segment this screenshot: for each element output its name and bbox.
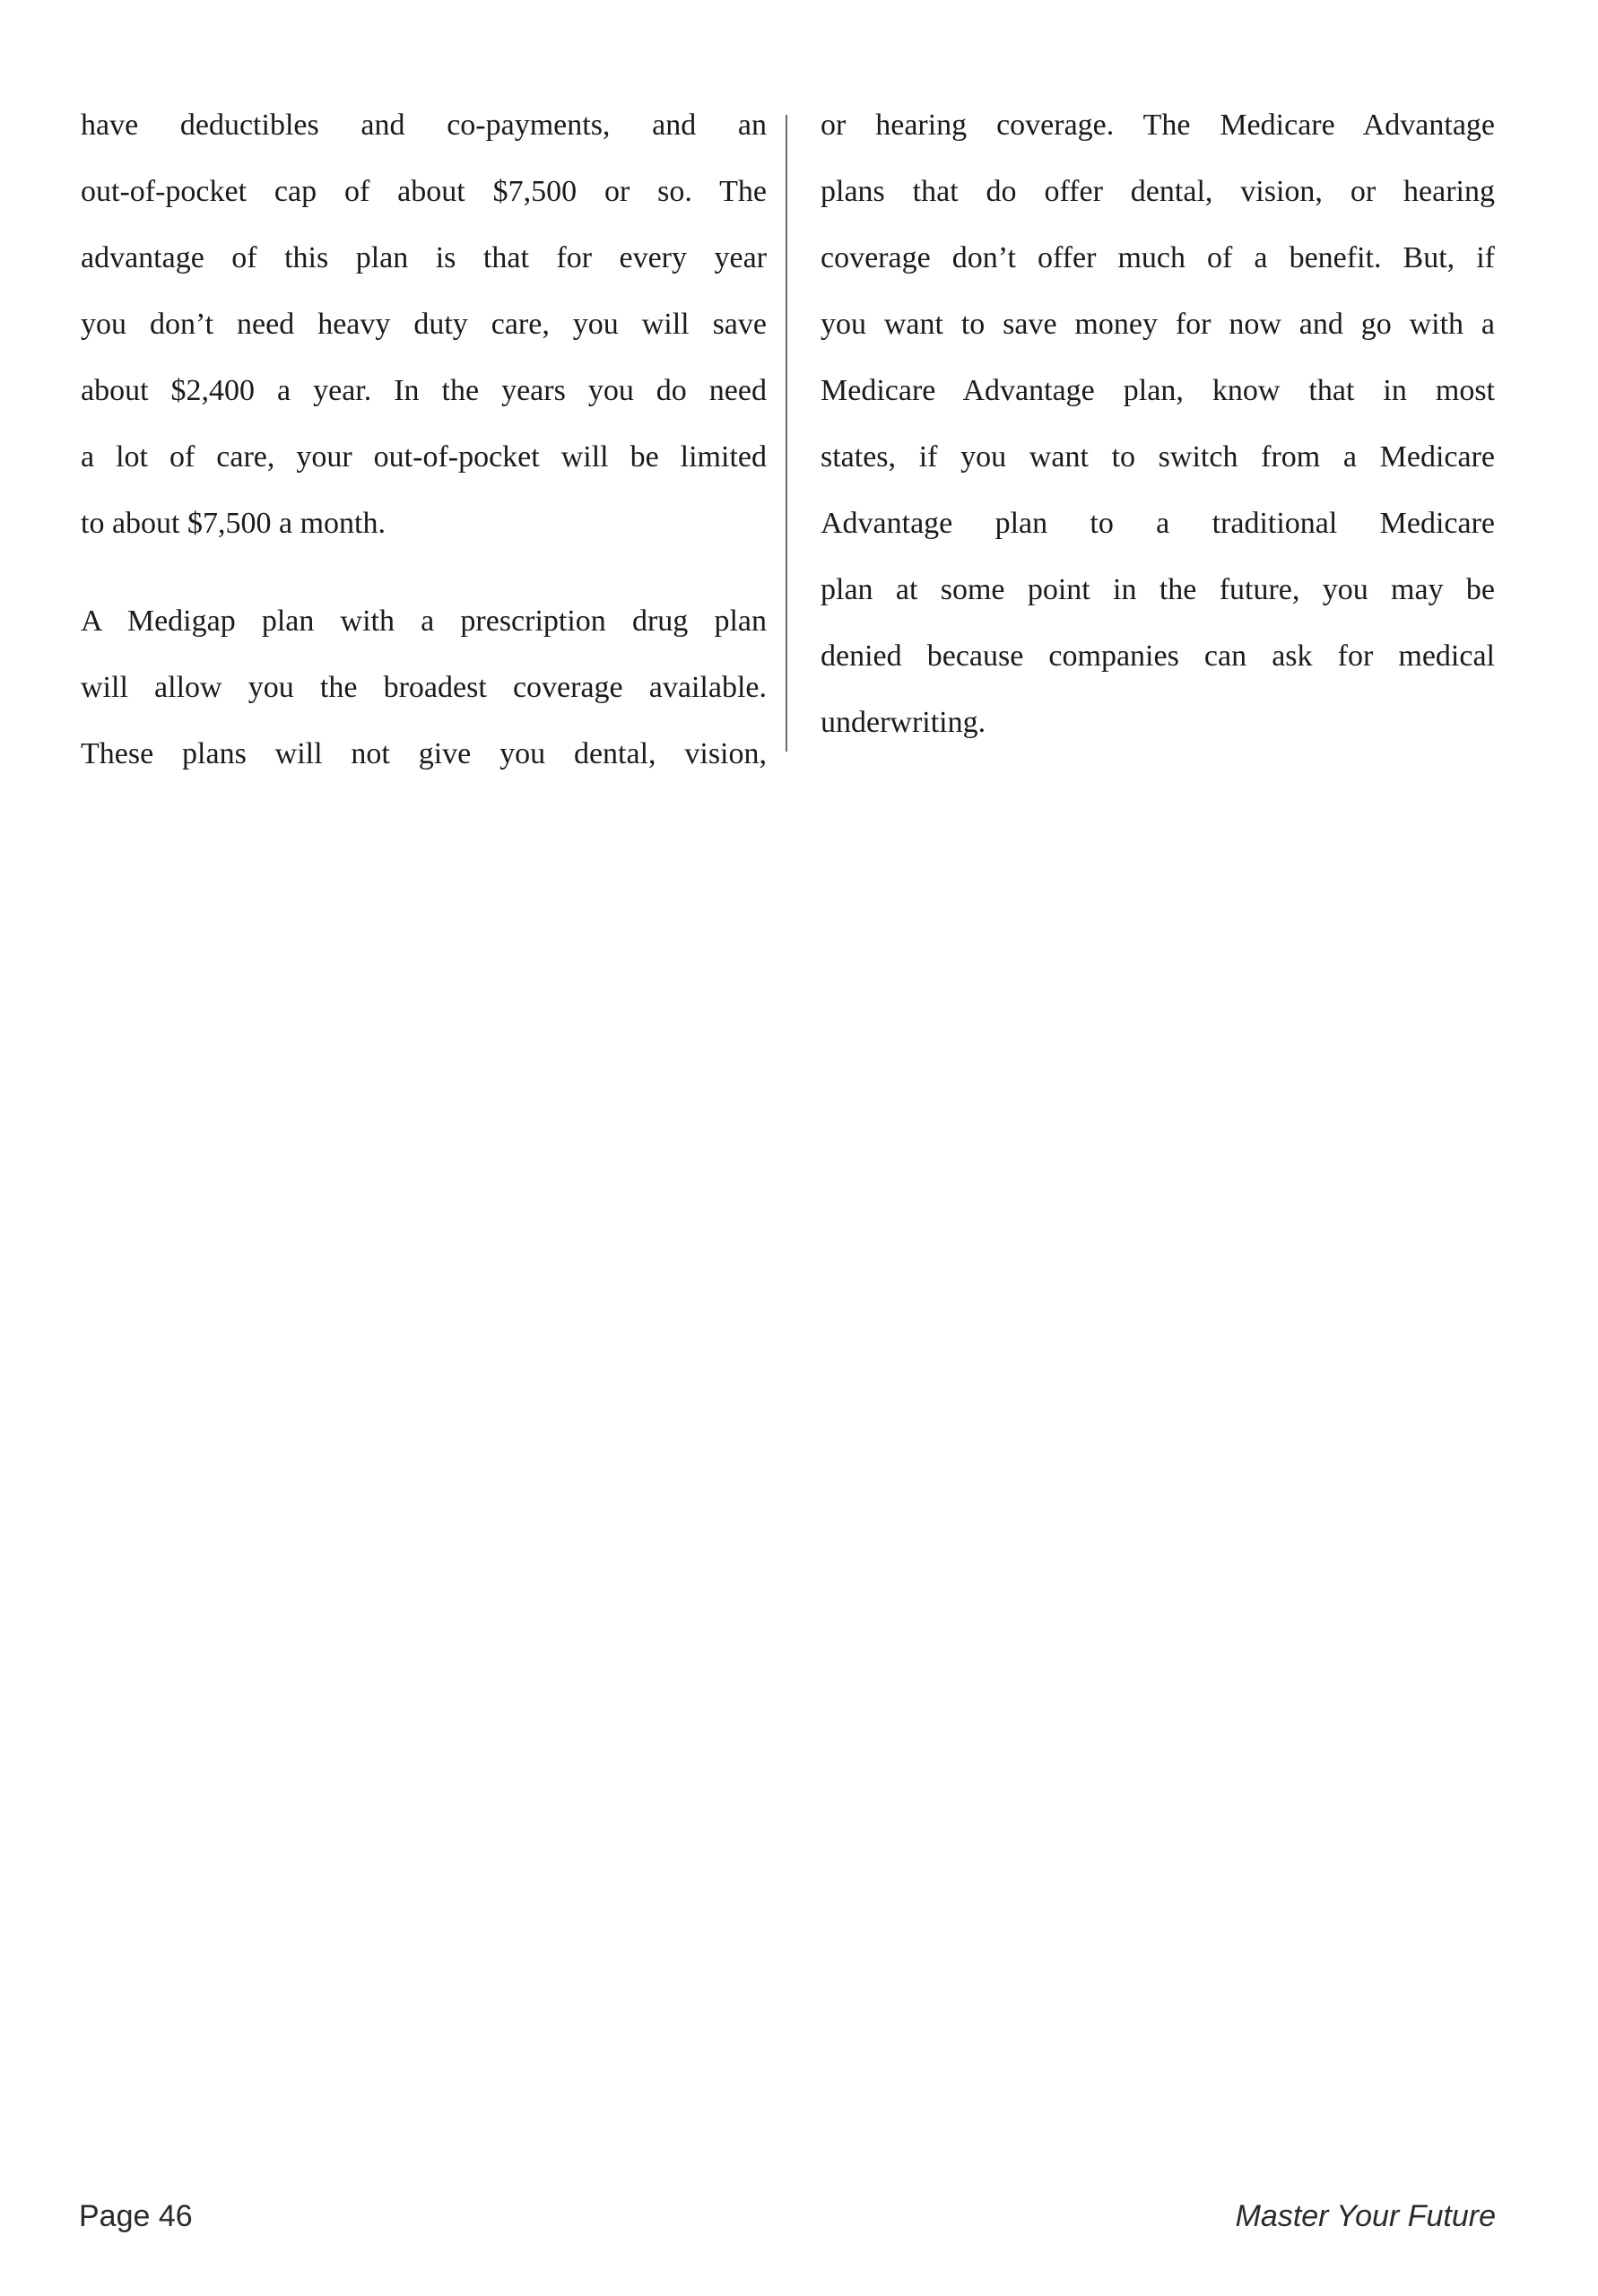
text-line: states, if you want to switch from a Medicare (821, 440, 1495, 474)
book-title: Master Your Future (1235, 2199, 1496, 2233)
left-column (81, 92, 767, 787)
text-line: to about $7,500 a month. (81, 507, 386, 540)
text-line: Medicare Advantage plan, know that in most (821, 374, 1495, 407)
text-line: or hearing coverage. The Medicare Advantage (821, 109, 1495, 142)
text-line: you want to save money for now and go with a (821, 308, 1495, 341)
text-line: you don’t need heavy duty care, you will save (81, 308, 767, 341)
paragraph (81, 92, 767, 557)
text-line: plans that do offer dental, vision, or hearing (821, 175, 1495, 208)
page-number: Page 46 (79, 2199, 193, 2233)
text-line: a lot of care, your out-of-pocket will be limited (81, 440, 767, 474)
text-line: denied because companies can ask for medical (821, 639, 1495, 673)
text-line: advantage of this plan is that for every year (81, 241, 767, 274)
paragraph (81, 588, 767, 787)
column-divider (786, 115, 787, 752)
text-line: A Medigap plan with a prescription drug plan (81, 604, 767, 638)
text-line: coverage don’t offer much of a benefit. But, if (821, 241, 1495, 274)
text-line: have deductibles and co-payments, and an (81, 109, 767, 142)
text-line: Advantage plan to a traditional Medicare (821, 507, 1495, 540)
text-line: will allow you the broadest coverage available. (81, 671, 767, 704)
text-line: out-of-pocket cap of about $7,500 or so. The (81, 175, 767, 208)
text-line: plan at some point in the future, you may be (821, 573, 1495, 606)
text-line: about $2,400 a year. In the years you do need (81, 374, 767, 407)
paragraph (821, 92, 1495, 756)
text-line: underwriting. (821, 706, 986, 739)
right-column (821, 92, 1495, 756)
text-line: These plans will not give you dental, vision, (81, 737, 767, 770)
